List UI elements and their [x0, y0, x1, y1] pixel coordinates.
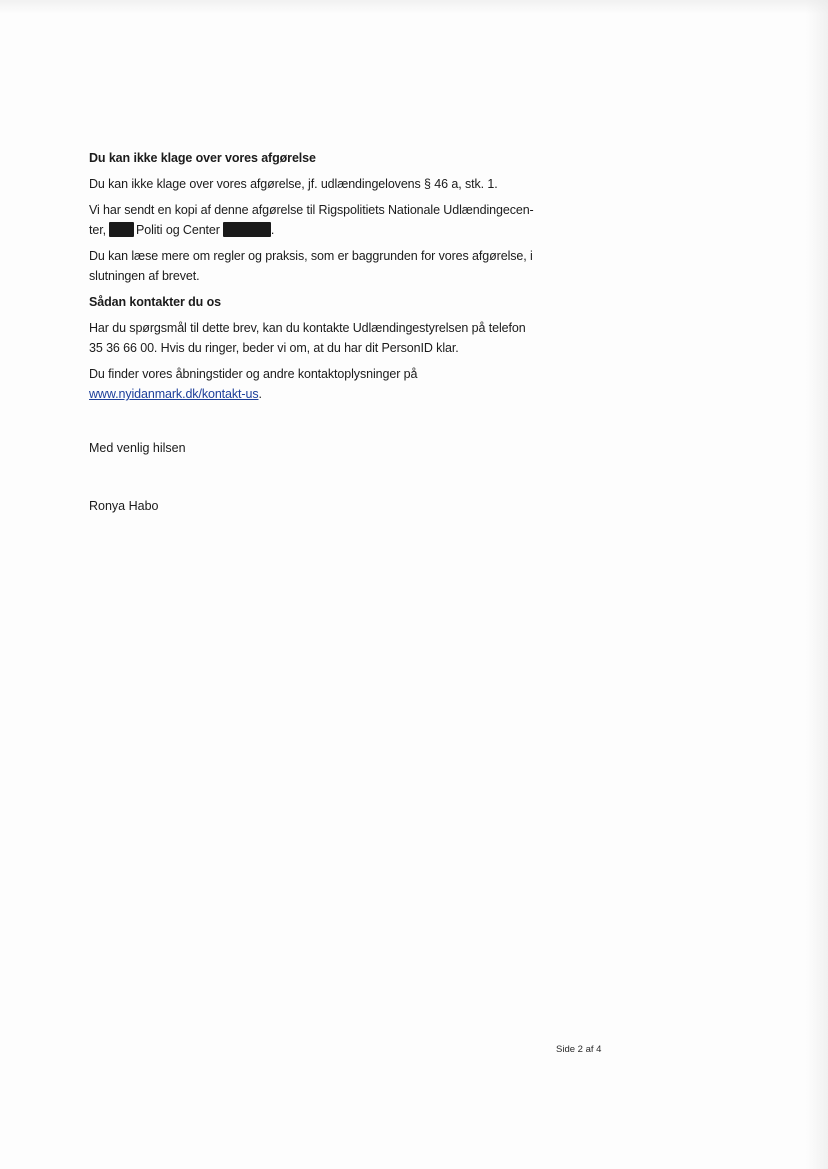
page-number: Side 2 af 4	[556, 1044, 602, 1055]
scan-top-edge	[0, 0, 828, 14]
paragraph-copy-sent	[89, 200, 579, 240]
rules-line-1: Du kan læse mere om regler og praksis, som er baggrunden for vores afgørelse, i	[89, 249, 533, 263]
contact-link[interactable]: www.nyidanmark.dk/kontakt-us	[89, 387, 259, 401]
copy-sent-line-2-end: .	[270, 223, 275, 237]
paragraph-no-appeal: Du kan ikke klage over vores afgørelse, jf. udlændingelovens § 46 a, stk. 1.	[89, 177, 498, 191]
link-end: .	[258, 387, 262, 401]
copy-sent-line-2-start: ter,	[89, 223, 106, 237]
closing-greeting: Med venlig hilsen	[89, 441, 186, 455]
web-line-1: Du finder vores åbningstider og andre kontaktoplysninger på	[89, 367, 418, 381]
paragraph-contact-phone	[89, 318, 579, 358]
copy-sent-line-1: Vi har sendt en kopi af denne afgørelse til Rigspolitiets Nationale Udlændingecen-	[89, 203, 534, 217]
redaction-block	[109, 222, 134, 237]
paragraph-contact-web	[89, 364, 579, 404]
signature-name: Ronya Habo	[89, 499, 159, 513]
letter-body	[89, 148, 579, 516]
contact-line-1: Har du spørgsmål til dette brev, kan du kontakte Udlændingestyrelsen på telefon	[89, 321, 526, 335]
section-heading-contact: Sådan kontakter du os	[89, 295, 221, 309]
rules-line-2: slutningen af brevet.	[89, 269, 200, 283]
scan-right-edge	[806, 0, 828, 1169]
section-heading-no-appeal: Du kan ikke klage over vores afgørelse	[89, 151, 316, 165]
redaction-block	[223, 222, 271, 237]
copy-sent-line-2-mid: Politi og Center	[135, 223, 220, 237]
contact-line-2: 35 36 66 00. Hvis du ringer, beder vi om, at du har dit PersonID klar.	[89, 341, 459, 355]
paragraph-rules-practice	[89, 246, 579, 286]
